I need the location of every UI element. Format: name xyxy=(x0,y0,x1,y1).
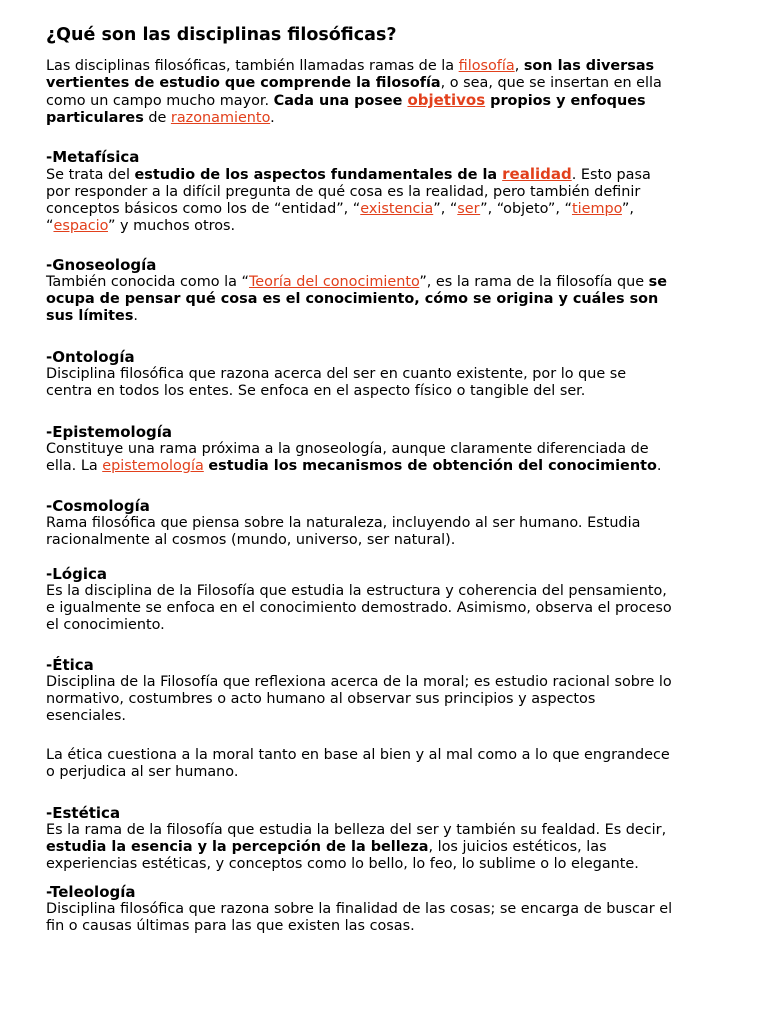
section-heading: -Gnoseología xyxy=(46,256,157,274)
text: ella. La xyxy=(46,458,103,474)
link-ser[interactable]: ser xyxy=(457,201,481,217)
section-line xyxy=(46,839,736,856)
text: conceptos básicos como los de “entidad”, “ xyxy=(46,201,361,217)
section-epistemologia xyxy=(46,424,736,475)
bold-text: vertientes de estudio que comprende la filosofía xyxy=(46,75,441,91)
section-heading: -Epistemología xyxy=(46,423,173,441)
section-line: racionalmente al cosmos (mundo, universo, ser natural). xyxy=(46,532,456,548)
text: como un campo mucho mayor. xyxy=(46,93,274,109)
link-filosofia[interactable]: filosofía xyxy=(458,58,515,74)
section-heading: -Metafísica xyxy=(46,148,140,166)
section-logica xyxy=(46,566,736,634)
text: , los juicios estéticos, las xyxy=(428,839,607,855)
section-heading: -Ética xyxy=(46,656,94,674)
section-cosmologia xyxy=(46,498,736,549)
text: Se trata del xyxy=(46,167,135,183)
section-line xyxy=(46,201,736,218)
section-line: por responder a la difícil pregunta de qué cosa es la realidad, pero también definir xyxy=(46,184,641,200)
bold-text: estudio de los aspectos fundamentales de la xyxy=(134,167,503,183)
section-heading: -Teleología xyxy=(46,883,136,901)
section-heading: -Lógica xyxy=(46,565,107,583)
bold-text: ocupa de pensar qué cosa es el conocimiento, cómo se origina y cuáles son xyxy=(46,291,659,307)
bold-text: sus límites xyxy=(46,308,134,324)
text: “ xyxy=(46,218,54,234)
section-metafisica xyxy=(46,149,736,235)
intro-line xyxy=(46,75,736,92)
section-line xyxy=(46,308,736,325)
bold-text: se xyxy=(648,274,667,290)
bold-text: estudia los mecanismos de obtención del conocimiento xyxy=(208,458,657,474)
text: . xyxy=(656,458,662,474)
intro-line xyxy=(46,110,736,127)
section-gnoseologia xyxy=(46,257,736,325)
text: ”, es la rama de la filosofía que xyxy=(419,274,649,290)
bold-text: Cada una posee xyxy=(273,93,408,109)
section-ontologia xyxy=(46,349,736,400)
link-tiempo[interactable]: tiempo xyxy=(571,201,622,217)
text: , o sea, que se insertan en ella xyxy=(440,75,662,91)
text: ”, “ xyxy=(433,201,458,217)
text: de xyxy=(143,110,171,126)
section-line: experiencias estéticas, y conceptos como lo bello, lo feo, lo sublime o lo elegante. xyxy=(46,856,639,872)
text: , xyxy=(514,58,524,74)
section-estetica xyxy=(46,805,736,873)
section-line xyxy=(46,274,736,291)
section-line: el conocimiento. xyxy=(46,617,165,633)
link-existencia[interactable]: existencia xyxy=(360,201,434,217)
text: . xyxy=(270,110,275,126)
link-razonamiento[interactable]: razonamiento xyxy=(170,110,271,126)
section-teleologia xyxy=(46,884,736,935)
section-line xyxy=(46,458,736,475)
section-line: La ética cuestiona a la moral tanto en base al bien y al mal como a lo que engrandece xyxy=(46,747,670,763)
text: ”, “objeto”, “ xyxy=(480,201,572,217)
section-heading: -Ontología xyxy=(46,348,135,366)
section-line: Disciplina filosófica que razona acerca del ser en cuanto existente, por lo que se xyxy=(46,366,627,382)
section-etica xyxy=(46,657,736,725)
intro-line xyxy=(46,58,736,75)
link-objetivos[interactable]: objetivos xyxy=(407,91,486,109)
text: ”, xyxy=(621,201,634,217)
section-line: Disciplina de la Filosofía que reflexiona acerca de la moral; es estudio racional sobre lo xyxy=(46,674,672,690)
intro-line xyxy=(46,92,736,110)
link-epistemologia[interactable]: epistemología xyxy=(102,458,204,474)
section-line xyxy=(46,166,736,184)
bold-text: estudia la esencia y la percepción de la belleza xyxy=(46,839,429,855)
section-line: Rama filosófica que piensa sobre la naturaleza, incluyendo al ser humano. Estudia xyxy=(46,515,641,531)
section-heading: -Cosmología xyxy=(46,497,150,515)
section-line: e igualmente se enfoca en el conocimiento demostrado. Asimismo, observa el proceso xyxy=(46,600,672,616)
section-line xyxy=(46,291,736,308)
link-realidad[interactable]: realidad xyxy=(502,165,572,183)
section-line: Constituye una rama próxima a la gnoseología, aunque claramente diferenciada de xyxy=(46,441,649,457)
text: También conocida como la “ xyxy=(46,274,249,290)
bold-text: propios y enfoques xyxy=(485,93,646,109)
text: ” y muchos otros. xyxy=(107,218,236,234)
text: Las disciplinas filosóficas, también llamadas ramas de la xyxy=(46,58,459,74)
bold-text: particulares xyxy=(46,110,144,126)
section-line xyxy=(46,218,736,235)
section-line: Disciplina filosófica que razona sobre la finalidad de las cosas; se encarga de buscar el xyxy=(46,901,673,917)
intro-paragraph xyxy=(46,58,736,127)
section-line: Es la disciplina de la Filosofía que estudia la estructura y coherencia del pensamiento, xyxy=(46,583,667,599)
section-line: fin o causas últimas para las que existen las cosas. xyxy=(46,918,415,934)
section-line: centra en todos los entes. Se enfoca en el aspecto físico o tangible del ser. xyxy=(46,383,586,399)
link-espacio[interactable]: espacio xyxy=(53,218,108,234)
section-heading: -Estética xyxy=(46,804,121,822)
section-line: Es la rama de la filosofía que estudia la belleza del ser y también su fealdad. Es decir, xyxy=(46,822,667,838)
section-line: esenciales. xyxy=(46,708,126,724)
section-line: o perjudica al ser humano. xyxy=(46,764,239,780)
section-line: normativo, costumbres o acto humano al observar sus principios y aspectos xyxy=(46,691,596,707)
link-teoria-del-conocimiento[interactable]: Teoría del conocimiento xyxy=(248,274,420,290)
text: . Esto pasa xyxy=(571,167,651,183)
bold-text: son las diversas xyxy=(523,58,655,74)
page-title: ¿Qué son las disciplinas filosóficas? xyxy=(46,25,397,45)
text: . xyxy=(133,308,138,324)
etica-paragraph-2 xyxy=(46,747,736,781)
